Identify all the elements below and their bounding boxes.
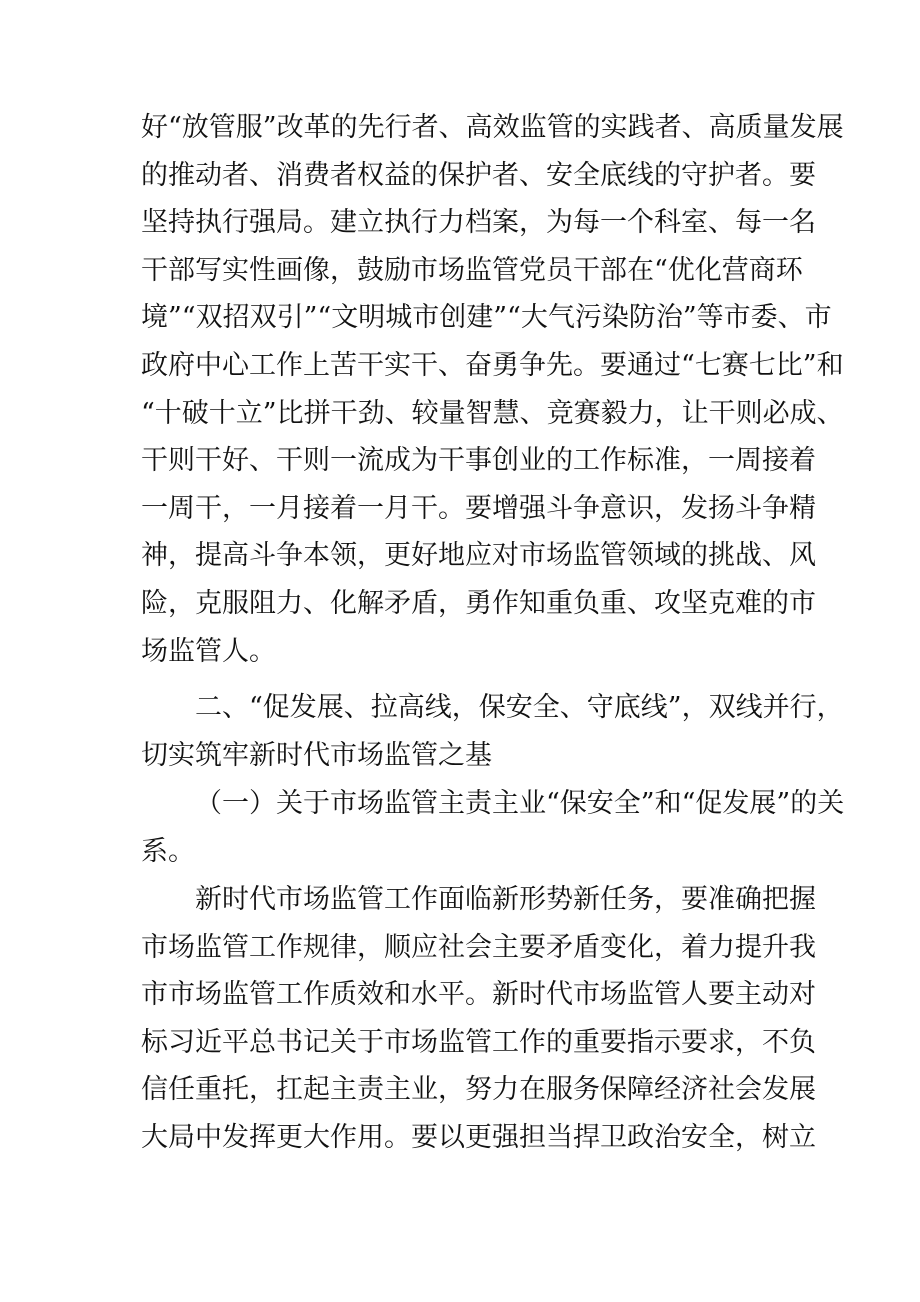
text-line: 干部写实性画像，鼓励市场监管党员干部在“优化营商环	[141, 254, 803, 286]
section-heading-two	[141, 684, 844, 779]
text-line: “十破十立”比拼干劲、较量智慧、竞赛毅力，让干则必成、	[141, 397, 844, 429]
text-line: 大局中发挥更大作用。要以更强担当捍卫政治安全，树立	[141, 1121, 816, 1153]
heading-line: 系。	[141, 835, 195, 867]
text-line: 新时代市场监管工作面临新形势新任务，要准确把握	[195, 884, 816, 915]
paragraph-execution	[141, 104, 844, 675]
paragraph-new-era	[141, 876, 816, 1162]
text-line: 一周干，一月接着一月干。要增强斗争意识，发扬斗争精	[141, 492, 816, 524]
text-line: 市市场监管工作质效和水平。新时代市场监管人要主动对	[141, 979, 816, 1011]
text-line: 好“放管服”改革的先行者、高效监管的实践者、高质量发展	[141, 112, 844, 143]
text-line: 标习近平总书记关于市场监管工作的重要指示要求，不负	[141, 1026, 816, 1058]
text-line: 干则干好、干则一流成为干事创业的工作标准，一周接着	[141, 445, 816, 477]
text-line: 险，克服阻力、化解矛盾，勇作知重负重、攻坚克难的市	[141, 587, 816, 619]
text-line: 政府中心工作上苦干实干、奋勇争先。要通过“七赛七比”和	[141, 349, 844, 381]
text-line: 境”“双招双引”“文明城市创建”“大气污染防治”等市委、市	[141, 302, 832, 334]
subsection-heading-one	[141, 780, 845, 875]
text-line: 坚持执行强局。建立执行力档案，为每一个科室、每一名	[141, 207, 816, 239]
text-line: 神，提高斗争本领，更好地应对市场监管领域的挑战、风	[141, 540, 816, 572]
text-line: 场监管人。	[141, 635, 276, 667]
heading-line: （一）关于市场监管主责主业“保安全”和“促发展”的关	[195, 788, 845, 819]
text-line: 市场监管工作规律，顺应社会主要矛盾变化，着力提升我	[141, 931, 816, 963]
text-line: 的推动者、消费者权益的保护者、安全底线的守护者。要	[141, 159, 816, 191]
heading-line: 二、“促发展、拉高线，保安全、守底线”，双线并行，	[195, 692, 844, 723]
text-line: 信任重托，扛起主责主业，努力在服务保障经济社会发展	[141, 1074, 816, 1106]
heading-line: 切实筑牢新时代市场监管之基	[141, 739, 492, 771]
